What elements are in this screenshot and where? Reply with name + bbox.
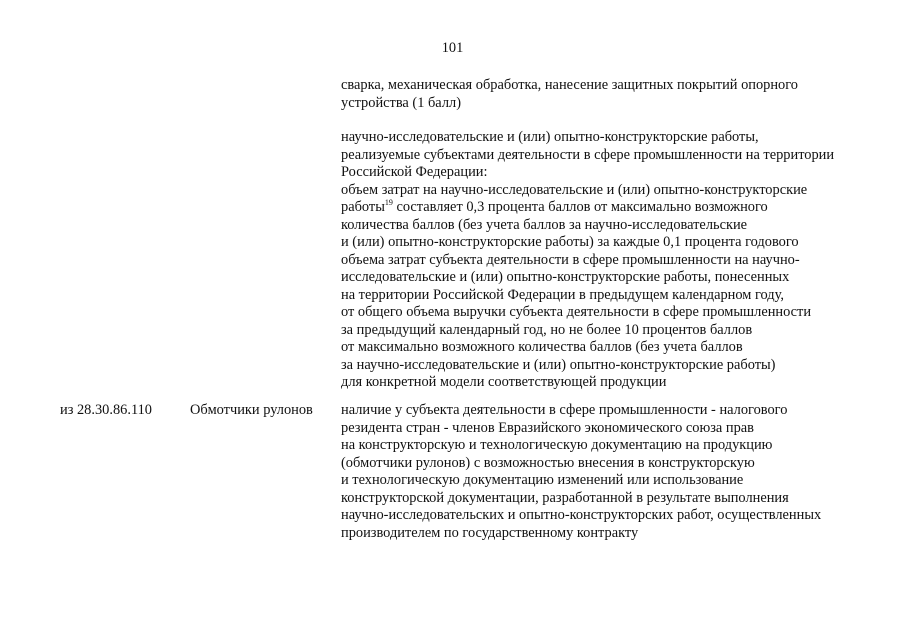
text-line: устройства (1 балл)	[341, 94, 461, 111]
text-line: научно-исследовательские и (или) опытно-конструкторские работы,	[341, 129, 759, 145]
text-line: объема затрат субъекта деятельности в сфере промышленности на научно-	[341, 251, 800, 268]
text-line: и технологическую документацию изменений или использование	[341, 472, 744, 488]
text-line: Российской Федерации:	[341, 164, 488, 180]
text-fragment: работы	[341, 199, 385, 215]
text-line: реализуемые субъектами деятельности в сфере промышленности на территории	[341, 146, 835, 163]
text-line: на конструкторскую и технологическую документацию на продукцию	[341, 437, 773, 453]
text-line: объем затрат на научно-исследовательские и (или) опытно-конструкторские	[341, 181, 808, 198]
product-code: из 28.30.86.110	[60, 402, 152, 418]
welding-criterion-text	[341, 77, 881, 112]
text-line: от максимально возможного количества баллов (без учета баллов	[341, 339, 743, 355]
text-line: за научно-исследовательские и (или) опытно-конструкторские работы)	[341, 356, 776, 373]
text-line: научно-исследовательских и опытно-конструкторских работ, осуществленных	[341, 507, 822, 523]
text-line: производителем по государственному контракту	[341, 524, 639, 541]
text-line: исследовательские и (или) опытно-конструкторские работы, понесенных	[341, 269, 790, 285]
text-line: резидента стран - членов Евразийского экономического союза прав	[341, 419, 754, 436]
text-line: наличие у субъекта деятельности в сфере промышленности - налогового	[341, 402, 788, 418]
text-fragment: составляет 0,3 процента баллов от максимально возможного	[392, 199, 768, 215]
product-name: Обмотчики рулонов	[190, 402, 313, 418]
text-line: и (или) опытно-конструкторские работы) за каждые 0,1 процента годового	[341, 234, 799, 250]
ownership-criterion-text	[341, 402, 881, 542]
text-line: количества баллов (без учета баллов за научно-исследовательские	[341, 216, 748, 233]
text-line: на территории Российской Федерации в предыдущем календарном году,	[341, 286, 784, 303]
text-line: конструкторской документации, разработанной в результате выполнения	[341, 489, 789, 506]
rnd-criterion-text	[341, 129, 881, 392]
text-line: от общего объема выручки субъекта деятельности в сфере промышленности	[341, 304, 812, 320]
text-line: за предыдущий календарный год, но не более 10 процентов баллов	[341, 321, 753, 338]
text-line: (обмотчики рулонов) с возможностью внесения в конструкторскую	[341, 454, 755, 471]
text-line: сварка, механическая обработка, нанесение защитных покрытий опорного	[341, 77, 798, 93]
footnote-marker: 19	[384, 198, 393, 207]
text-line-with-footnote	[341, 199, 881, 217]
page-number: 101	[441, 40, 464, 56]
text-line: для конкретной модели соответствующей продукции	[341, 374, 667, 390]
